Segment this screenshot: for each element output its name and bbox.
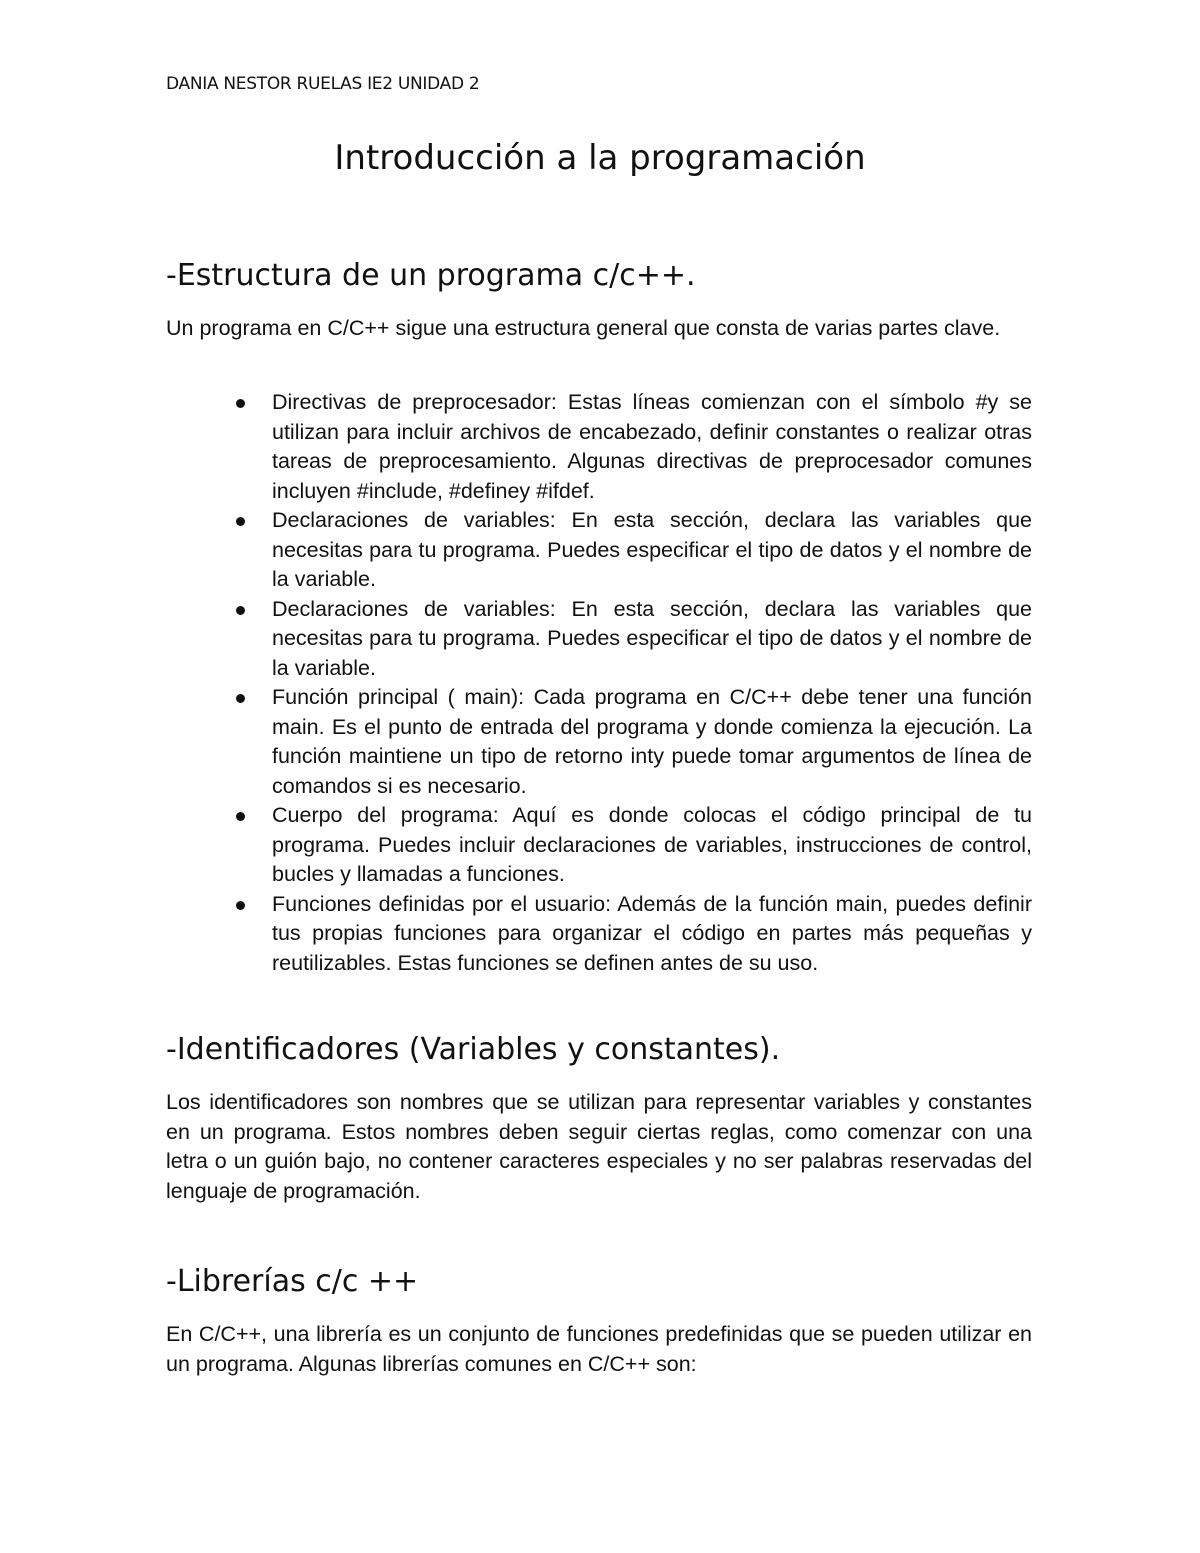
document-title: Introducción a la programación: [334, 138, 866, 178]
list-item-text: Declaraciones de variables: En esta sección, declara las variables que necesitas para tu programa. Puedes especificar el tipo de datos y el nombre de la variable.: [272, 508, 1032, 591]
list-item-text: Directivas de preprocesador: Estas líneas comienzan con el símbolo #y se utilizan para incluir archivos de encabezado, definir constantes o realizar otras tareas de preprocesamiento. Algunas directivas de preprocesador comunes incluyen #include, #definey #ifdef.: [272, 390, 1032, 503]
list-item: [166, 388, 1032, 506]
list-item: [166, 890, 1032, 979]
list-item: [166, 683, 1032, 801]
bullet-list-estructura: [166, 388, 1032, 978]
list-item: [166, 506, 1032, 595]
section-heading-librerias: -Librerías c/c ++: [166, 1264, 419, 1299]
list-item: [166, 801, 1032, 890]
section-intro-estructura: Un programa en C/C++ sigue una estructura general que consta de varias partes clave.: [166, 316, 1001, 340]
bullet-icon: [236, 399, 245, 408]
list-item-text: Cuerpo del programa: Aquí es donde colocas el código principal de tu programa. Puedes incluir declaraciones de variables, instrucciones de control, bucles y llamadas a funciones.: [272, 803, 1032, 886]
list-item: [166, 595, 1032, 684]
bullet-icon: [236, 694, 245, 703]
bullet-icon: [236, 812, 245, 821]
list-item-text: Funciones definidas por el usuario: Además de la función main, puedes definir tus propias funciones para organizar el código en partes más pequeñas y reutilizables. Estas funciones se definen antes de su uso.: [272, 891, 1032, 975]
section-heading-identificadores: -Identificadores (Variables y constantes).: [166, 1032, 781, 1067]
list-item-text: Función principal ( main): Cada programa en C/C++ debe tener una función main. Es el punto de entrada del programa y donde comienza la ejecución. La función maintiene un tipo de retorno inty puede tomar argumentos de línea de comandos si es necesario.: [272, 685, 1032, 798]
bullet-icon: [236, 901, 245, 910]
section-heading-estructura: -Estructura de un programa c/c++.: [166, 258, 696, 293]
section-body-librerias: En C/C++, una librería es un conjunto de funciones predefinidas que se pueden utilizar en un programa. Algunas librerías comunes en C/C++ son:: [166, 1322, 1032, 1376]
list-item-text: Declaraciones de variables: En esta sección, declara las variables que necesitas para tu programa. Puedes especificar el tipo de datos y el nombre de la variable.: [272, 596, 1032, 680]
bullet-icon: [236, 606, 245, 615]
section-body-identificadores: Los identificadores son nombres que se utilizan para representar variables y constantes en un programa. Estos nombres deben seguir ciertas reglas, como comenzar con una letra o un guión bajo, no contener caracteres especiales y no ser palabras reservadas del lenguaje de programación.: [166, 1090, 1032, 1203]
bullet-icon: [236, 517, 245, 526]
author-header: DANIA NESTOR RUELAS IE2 UNIDAD 2: [166, 74, 480, 94]
